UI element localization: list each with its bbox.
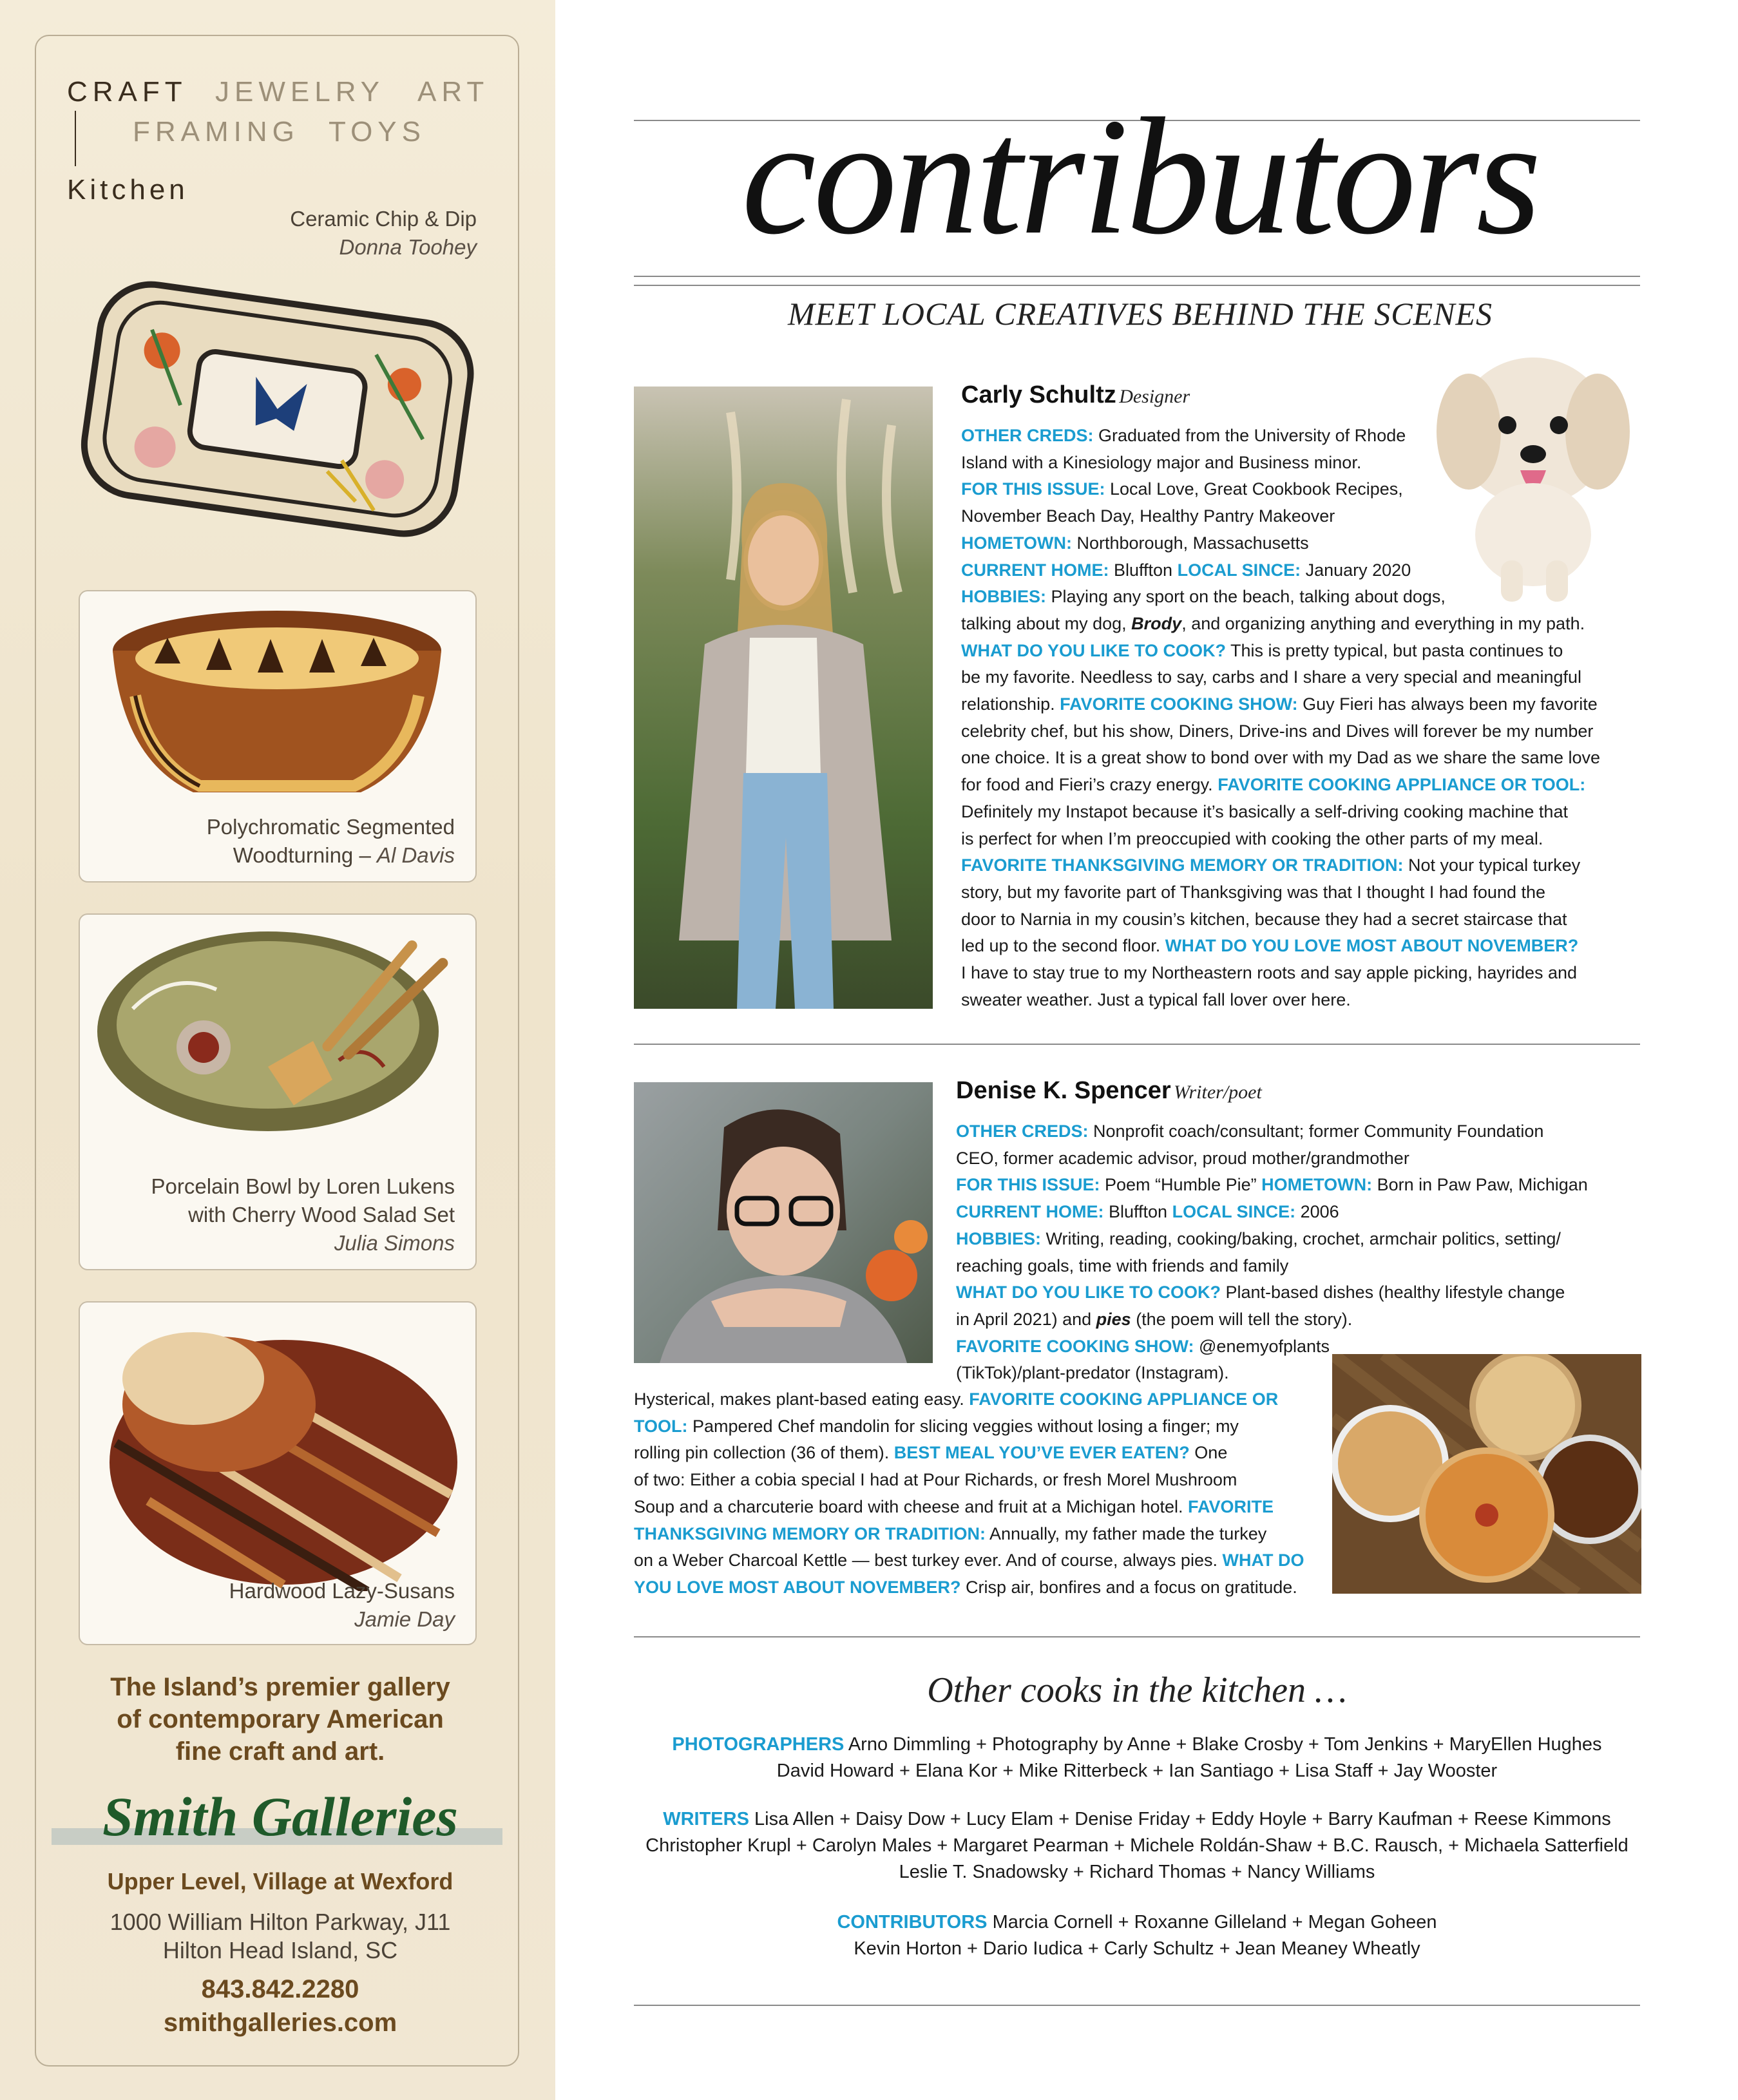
- label: WHAT DO: [1222, 1551, 1304, 1570]
- text: Not your typical turkey: [1403, 855, 1581, 875]
- label: FAVORITE COOKING APPLIANCE OR TOOL:: [1218, 775, 1586, 795]
- label: OTHER CREDS:: [961, 426, 1094, 445]
- page-subtitle: MEET LOCAL CREATIVES BEHIND THE SCENES: [787, 296, 1493, 332]
- address-street: 1000 William Hilton Parkway, J11: [110, 1909, 451, 1935]
- porcelain-bowl-image: [88, 912, 474, 1150]
- category-toys: TOYS: [329, 116, 426, 148]
- contributors-label: CONTRIBUTORS: [837, 1912, 988, 1933]
- text: CEO, former academic advisor, proud mother/grandmother: [956, 1148, 1409, 1168]
- photographers-line2: David Howard + Elana Kor + Mike Ritterbeck + Ian Santiago + Lisa Staff + Jay Wooster: [776, 1761, 1498, 1781]
- label: FAVORITE THANKSGIVING MEMORY OR TRADITION:: [961, 855, 1404, 875]
- text: Poem “Humble Pie”: [1100, 1175, 1262, 1195]
- label: HOBBIES:: [956, 1228, 1042, 1248]
- category-art: ART: [417, 76, 490, 108]
- ad-location: Upper Level, Village at Wexford: [107, 1868, 454, 1895]
- photographers-label: PHOTOGRAPHERS: [672, 1734, 845, 1755]
- label: HOMETOWN:: [961, 533, 1072, 553]
- pies-photo: [1332, 1354, 1641, 1594]
- caption-woodturning: [97, 813, 455, 870]
- text: Born in Paw Paw, Michigan: [1372, 1175, 1588, 1195]
- tagline-line1: The Island’s premier gallery: [110, 1673, 450, 1701]
- denise-bio-top: [956, 1118, 1652, 1387]
- text: Crisp air, bonfires and a focus on gratitude.: [960, 1577, 1297, 1597]
- text: sweater weather. Just a typical fall lover over here.: [961, 989, 1351, 1009]
- writers-label: WRITERS: [663, 1809, 749, 1829]
- writers-line3: Leslie T. Snadowsky + Richard Thomas + Nancy Williams: [899, 1862, 1375, 1882]
- denise-bio-bottom: [634, 1386, 1349, 1601]
- text: Soup and a charcuterie board with cheese and fruit at a Michigan hotel.: [634, 1496, 1189, 1516]
- contributors-line2: Kevin Horton + Dario Iudica + Carly Schultz + Jean Meaney Wheatly: [854, 1938, 1420, 1959]
- header-rule-mid: [634, 276, 1640, 277]
- ad-website[interactable]: smithgalleries.com: [163, 2009, 397, 2037]
- text: story, but my favorite part of Thanksgiving was that I thought I had found the: [961, 882, 1546, 902]
- caption-title: Ceramic Chip & Dip: [290, 207, 477, 231]
- denise-portrait: [634, 1082, 933, 1363]
- dog-name: Brody: [1131, 613, 1182, 633]
- text: door to Narnia in my cousin’s kitchen, because they had a secret staircase that: [961, 909, 1567, 929]
- text: Writing, reading, cooking/baking, crochet, armchair politics, setting/: [1041, 1228, 1561, 1248]
- page-title: contributors: [741, 84, 1539, 269]
- label: LOCAL SINCE:: [1172, 1202, 1296, 1222]
- carly-bio: [961, 423, 1652, 1013]
- label: TOOL:: [634, 1416, 688, 1436]
- photographers-line1: Arno Dimmling + Photography by Anne + Blake Crosby + Tom Jenkins + MaryEllen Hughes: [844, 1734, 1602, 1755]
- text: (TikTok)/plant-predator (Instagram).: [956, 1363, 1229, 1383]
- text: This is pretty typical, but pasta continues to: [1226, 640, 1563, 660]
- writers-line2: Christopher Krupl + Carolyn Males + Margaret Pearman + Michele Roldán-Shaw + B.C. Rausch, + Michaela Satterfield: [645, 1835, 1628, 1856]
- denise-role: Writer/poet: [1174, 1082, 1262, 1103]
- text: Nonprofit coach/consultant; former Community Foundation: [1088, 1122, 1544, 1141]
- text: , and organizing anything and everything in my path.: [1181, 613, 1585, 633]
- denise-name: Denise K. Spencer: [956, 1077, 1171, 1104]
- caption-chip-dip: [193, 205, 477, 262]
- footer-rule: [634, 2005, 1640, 2006]
- text: Bluffton: [1103, 1202, 1172, 1222]
- caption-artist: Al Davis: [376, 843, 455, 867]
- woodturning-bowl-image: [97, 599, 457, 812]
- caption-artist: Jamie Day: [354, 1607, 455, 1631]
- ad-phone[interactable]: 843.842.2280: [201, 1975, 359, 2003]
- label: CURRENT HOME:: [961, 560, 1109, 580]
- label: FOR THIS ISSUE:: [961, 479, 1105, 499]
- category-kitchen: Kitchen: [67, 174, 189, 205]
- caption-artist: Donna Toohey: [339, 235, 477, 259]
- text: I have to stay true to my Northeastern roots and say apple picking, hayrides and: [961, 963, 1578, 983]
- caption-title-2: Woodturning –: [233, 843, 377, 867]
- text: rolling pin collection (36 of them).: [634, 1443, 894, 1463]
- text: on a Weber Charcoal Kettle — best turkey ever. And of course, always pies.: [634, 1551, 1223, 1570]
- text: 2006: [1295, 1202, 1339, 1222]
- ad-address: [58, 1908, 502, 1965]
- pies-word: pies: [1096, 1309, 1131, 1329]
- carly-heading: [961, 381, 1190, 409]
- carly-portrait: [634, 387, 933, 1009]
- label: HOBBIES:: [961, 587, 1047, 607]
- text: Definitely my Instapot because it’s basically a self-driving cooking machine that: [961, 801, 1568, 821]
- label: OTHER CREDS:: [956, 1122, 1089, 1141]
- text: Annually, my father made the turkey: [986, 1523, 1267, 1543]
- gallery-ad: [0, 0, 555, 2100]
- photographers-credits: [634, 1732, 1640, 1784]
- text: Playing any sport on the beach, talking about dogs,: [1046, 587, 1446, 607]
- label: HOMETOWN:: [1261, 1175, 1373, 1195]
- carly-figure: [634, 387, 933, 1009]
- carly-role: Designer: [1119, 386, 1190, 407]
- category-framing: FRAMING: [133, 116, 300, 148]
- label: WHAT DO YOU LIKE TO COOK?: [961, 640, 1226, 660]
- label: LOCAL SINCE:: [1177, 560, 1301, 580]
- other-cooks-title: Other cooks in the kitchen …: [927, 1670, 1347, 1710]
- caption-title: Porcelain Bowl by Loren Lukens: [151, 1174, 455, 1198]
- text: Island with a Kinesiology major and Business minor.: [961, 452, 1362, 472]
- text: celebrity chef, but his show, Diners, Drive-ins and Dives will forever be my number: [961, 721, 1594, 741]
- tagline-line2: of contemporary American: [117, 1705, 444, 1733]
- label: THANKSGIVING MEMORY OR TRADITION:: [634, 1523, 986, 1543]
- text: One: [1189, 1443, 1228, 1463]
- writers-credits: [634, 1806, 1640, 1885]
- text: be my favorite. Needless to say, carbs and I share a very special and meaningful: [961, 667, 1581, 687]
- writers-line1: Lisa Allen + Daisy Dow + Lucy Elam + Denise Friday + Eddy Hoyle + Barry Kaufman + Reese Kimmons: [749, 1809, 1611, 1829]
- smith-galleries-logo: Smith Galleries: [102, 1786, 458, 1847]
- category-craft: CRAFT: [67, 76, 187, 108]
- carly-name: Carly Schultz: [961, 381, 1116, 408]
- caption-lazy-susans: [97, 1577, 455, 1634]
- section-divider-2: [634, 1636, 1640, 1637]
- contributors-credits: [634, 1909, 1640, 1962]
- text: Local Love, Great Cookbook Recipes,: [1105, 479, 1403, 499]
- label: BEST MEAL YOU’VE EVER EATEN?: [893, 1443, 1190, 1463]
- text: of two: Either a cobia special I had at Pour Richards, or fresh Morel Mushroom: [634, 1470, 1237, 1490]
- text: Hysterical, makes plant-based eating easy.: [634, 1389, 969, 1409]
- label: FAVORITE COOKING SHOW:: [1060, 694, 1298, 714]
- denise-heading: [956, 1077, 1262, 1105]
- text: November Beach Day, Healthy Pantry Makeover: [961, 506, 1335, 526]
- category-jewelry: JEWELRY: [215, 76, 385, 108]
- text: Guy Fieri has always been my favorite: [1297, 694, 1598, 714]
- text: Graduated from the University of Rhode: [1093, 426, 1406, 445]
- ad-tagline: [58, 1671, 502, 1768]
- label: FAVORITE: [1188, 1496, 1274, 1516]
- contributors-line1: Marcia Cornell + Roxanne Gilleland + Megan Goheen: [987, 1912, 1437, 1933]
- caption-title: Hardwood Lazy-Susans: [229, 1579, 455, 1603]
- caption-title: Polychromatic Segmented: [206, 815, 455, 839]
- caption-title-2: with Cherry Wood Salad Set: [188, 1203, 455, 1227]
- chip-dip-image: [64, 271, 490, 554]
- caption-porcelain: [97, 1172, 455, 1257]
- text: Northborough, Massachusetts: [1071, 533, 1309, 553]
- label: YOU LOVE MOST ABOUT NOVEMBER?: [634, 1577, 961, 1597]
- label: CURRENT HOME:: [956, 1202, 1104, 1222]
- text: is perfect for when I’m preoccupied with cooking the other parts of my meal.: [961, 828, 1543, 848]
- label: FAVORITE COOKING APPLIANCE OR: [969, 1389, 1279, 1409]
- text: (the poem will tell the story).: [1131, 1309, 1353, 1329]
- caption-artist: Julia Simons: [334, 1231, 455, 1255]
- tagline-line3: fine craft and art.: [175, 1737, 385, 1766]
- header-rule-mid2: [634, 285, 1640, 286]
- text: Bluffton: [1109, 560, 1178, 580]
- text: reaching goals, time with friends and family: [956, 1255, 1289, 1275]
- ad-contact: [58, 1972, 502, 2039]
- label: WHAT DO YOU LIKE TO COOK?: [956, 1283, 1221, 1303]
- text: January 2020: [1301, 560, 1411, 580]
- denise-figure: [634, 1082, 933, 1363]
- text: in April 2021) and: [956, 1309, 1096, 1329]
- category-divider: [75, 111, 76, 166]
- label: FAVORITE COOKING SHOW:: [956, 1336, 1194, 1356]
- text: for food and Fieri’s crazy energy.: [961, 775, 1218, 795]
- label: WHAT DO YOU LOVE MOST ABOUT NOVEMBER?: [1165, 936, 1579, 956]
- text: Plant-based dishes (healthy lifestyle change: [1221, 1283, 1565, 1303]
- text: talking about my dog,: [961, 613, 1132, 633]
- text: @enemyofplants: [1194, 1336, 1330, 1356]
- section-divider: [634, 1044, 1640, 1045]
- lazy-susans-image: [90, 1308, 464, 1591]
- text: one choice. It is a great show to bond over with my Dad as we share the same love: [961, 748, 1601, 768]
- text: Pampered Chef mandolin for slicing veggies without losing a finger; my: [687, 1416, 1239, 1436]
- text: relationship.: [961, 694, 1060, 714]
- address-city: Hilton Head Island, SC: [162, 1937, 398, 1963]
- text: led up to the second floor.: [961, 936, 1165, 956]
- label: FOR THIS ISSUE:: [956, 1175, 1100, 1195]
